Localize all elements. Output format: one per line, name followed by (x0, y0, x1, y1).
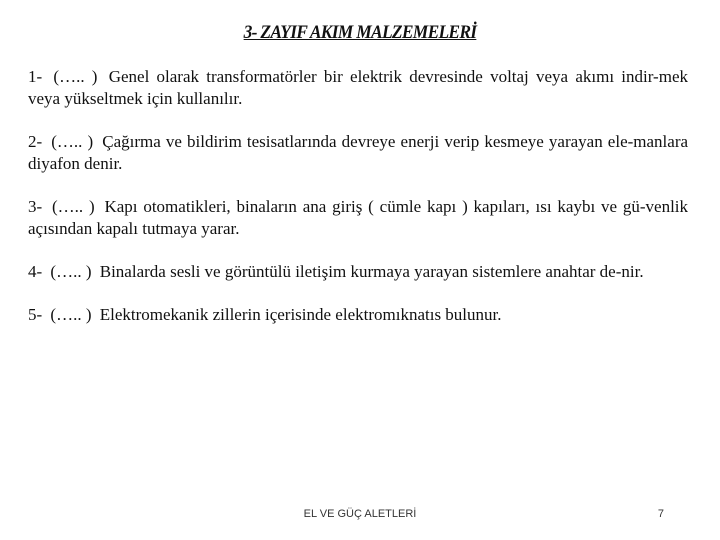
footer-label: EL VE GÜÇ ALETLERİ (303, 508, 417, 520)
answer-blank: (….. ) (52, 197, 95, 216)
page-number: 7 (657, 508, 664, 520)
question-item (28, 261, 688, 283)
question-number: 2- (28, 132, 43, 151)
answer-blank: (….. ) (51, 132, 94, 151)
question-number: 3- (28, 197, 43, 216)
question-item (28, 66, 688, 110)
answer-blank: (….. ) (50, 262, 92, 281)
question-text: Çağırma ve bildirim tesisatlarında devreye enerji verip kesmeye yarayan ele-manlara diyafon denir. (28, 132, 689, 173)
question-text: Kapı otomatikleri, binaların ana giriş ( cümle kapı ) kapıları, ısı kaybı ve gü-venlik açısından kapalı tutmaya yarar. (28, 197, 689, 238)
question-text: Elektromekanik zillerin içerisinde elektromıknatıs bulunur. (99, 305, 502, 324)
question-list (28, 66, 688, 347)
question-item (28, 196, 688, 240)
answer-blank: (….. ) (50, 305, 92, 324)
question-text: Genel olarak transformatörler bir elektrik devresinde voltaj veya akımı indir-mek veya yükseltmek için kullanılır. (28, 67, 688, 108)
question-number: 4- (28, 262, 43, 281)
question-text: Binalarda sesli ve görüntülü iletişim kurmaya yarayan sistemlere anahtar de-nir. (99, 262, 644, 281)
question-item (28, 304, 688, 326)
question-item (28, 131, 688, 175)
page-title: 3- ZAYIF AKIM MALZEMELERİ (243, 22, 477, 43)
question-number: 1- (28, 67, 43, 86)
answer-blank: (….. ) (53, 67, 98, 86)
question-number: 5- (28, 305, 43, 324)
